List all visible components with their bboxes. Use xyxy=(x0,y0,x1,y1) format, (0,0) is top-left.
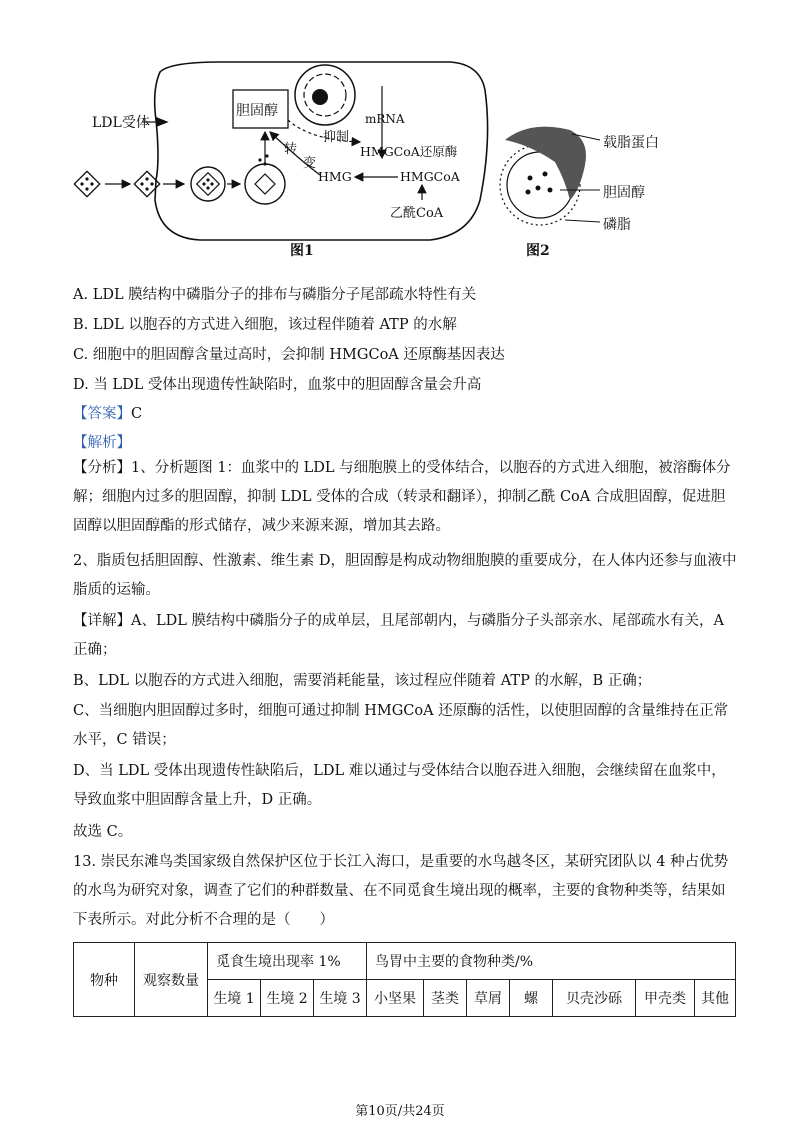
option-c: C. 细胞中的胆固醇含量过高时，会抑制 HMGCoA 还原酶基因表达 xyxy=(73,347,505,363)
food-cell: 小坚果 xyxy=(367,980,424,1017)
question-13-text: 13. 崇民东滩鸟类国家级自然保护区位于长江入海口，是重要的水鸟越冬区，某研究团队以 4 种占优势的水鸟为研究对象，调查了它们的种群数量、在不同觅食生境出现的概率，主要的食物种类等，结果如下表所示。对此分析不合理的是（ ） xyxy=(73,854,729,928)
habitat-cell: 生境 2 xyxy=(261,980,314,1017)
fig1-caption: 图1 xyxy=(290,243,314,259)
analysis-paragraph-2: 2、脂质包括胆固醇、性激素、维生素 D，胆固醇是构成动物细胞膜的重要成分，在人体内还参与血液中脂质的运输。 xyxy=(73,553,737,598)
food-cell: 贝壳沙砾 xyxy=(553,980,636,1017)
cholesterol-label: 胆固醇 xyxy=(236,103,278,119)
food-cell: 其他 xyxy=(695,980,736,1017)
habitat-cell: 生境 1 xyxy=(208,980,261,1017)
ldl-particle-diagram xyxy=(500,127,600,225)
convert-label: 转 xyxy=(284,142,298,157)
option-a: A. LDL 膜结构中磷脂分子的排布与磷脂分子尾部疏水特性有关 xyxy=(73,287,477,303)
header-habitat: 觅食生境出现率 1% xyxy=(208,943,367,980)
fig2-caption: 图2 xyxy=(526,243,550,259)
hmg-label: HMG xyxy=(318,169,352,184)
fig2-cholesterol-label: 胆固醇 xyxy=(603,185,645,201)
answer-label: 【答案】 xyxy=(73,406,131,422)
option-b: B. LDL 以胞吞的方式进入细胞，该过程伴随着 ATP 的水解 xyxy=(73,317,457,333)
ldl-particle-icon xyxy=(74,171,99,196)
enzyme-label: HMGCoA还原酶 xyxy=(360,144,458,159)
header-food: 鸟胃中主要的食物种类/% xyxy=(367,943,736,980)
hmgcoa-label: HMGCoA xyxy=(400,169,460,184)
page-footer: 第10页/共24页 xyxy=(355,1104,445,1119)
ldl-receptor-icon xyxy=(156,118,166,126)
analysis-paragraph-1 xyxy=(73,454,738,541)
analysis-p1-text: 1、分析题图 1：血浆中的 LDL 与细胞膜上的受体结合，以胞吞的方式进入细胞，被溶酶体分解；细胞内过多的胆固醇，抑制 LDL 受体的合成（转录和翻译），抑制乙酰 CoA 合成胆固醇，促进胆固醇以胆固醇酯的形式储存，减少来源来源，增加其去路。 xyxy=(73,460,731,534)
header-count: 观察数量 xyxy=(135,943,208,1017)
food-cell: 茎类 xyxy=(424,980,467,1017)
ldl-receptor-label: LDL受体 xyxy=(92,115,150,131)
habitat-cell: 生境 3 xyxy=(314,980,367,1017)
data-table xyxy=(73,942,736,1017)
header-species: 物种 xyxy=(74,943,135,1017)
endosome-icon xyxy=(191,167,225,201)
phospholipid-label: 磷脂 xyxy=(603,217,631,233)
detail-b: B、LDL 以胞吞的方式进入细胞，需要消耗能量，该过程应伴随着 ATP 的水解，B 正确； xyxy=(73,673,652,689)
option-d: D. 当 LDL 受体出现遗传性缺陷时，血浆中的胆固醇含量会升高 xyxy=(73,377,482,393)
convert2-label: 变 xyxy=(303,156,317,171)
answer-line xyxy=(73,402,142,423)
inhibit-label: 抑制 xyxy=(323,130,350,145)
detail-a-text: A、LDL 膜结构中磷脂分子的成单层，且尾部朝内，与磷脂分子头部亲水、尾部疏水有关，A 正确； xyxy=(73,613,724,658)
food-cell: 草屑 xyxy=(467,980,510,1017)
detail-label: 【详解】 xyxy=(73,613,131,629)
analysis-label: 【解析】 xyxy=(73,435,131,451)
mrna-label: mRNA xyxy=(365,112,405,126)
figure-area xyxy=(60,50,660,265)
analysis-p1-label: 【分析】 xyxy=(73,460,131,476)
apolipoprotein-label: 载脂蛋白 xyxy=(603,135,659,151)
answer-value: C xyxy=(131,406,143,422)
food-cell: 螺 xyxy=(510,980,553,1017)
detail-d: D、当 LDL 受体出现遗传性缺陷后，LDL 难以通过与受体结合以胞吞进入细胞，会继续留在血浆中，导致血浆中胆固醇含量上升，D 正确。 xyxy=(73,763,726,808)
conclusion: 故选 C。 xyxy=(73,824,133,840)
acetyl-label: 乙酰CoA xyxy=(390,206,444,221)
food-cell: 甲壳类 xyxy=(636,980,695,1017)
detail-c: C、当细胞内胆固醇过多时，细胞可通过抑制 HMGCoA 还原酶的活性，以使胆固醇的含量维持在正常水平，C 错误； xyxy=(73,703,729,748)
apolipoprotein-shape xyxy=(505,127,586,200)
detail-a xyxy=(73,607,738,665)
